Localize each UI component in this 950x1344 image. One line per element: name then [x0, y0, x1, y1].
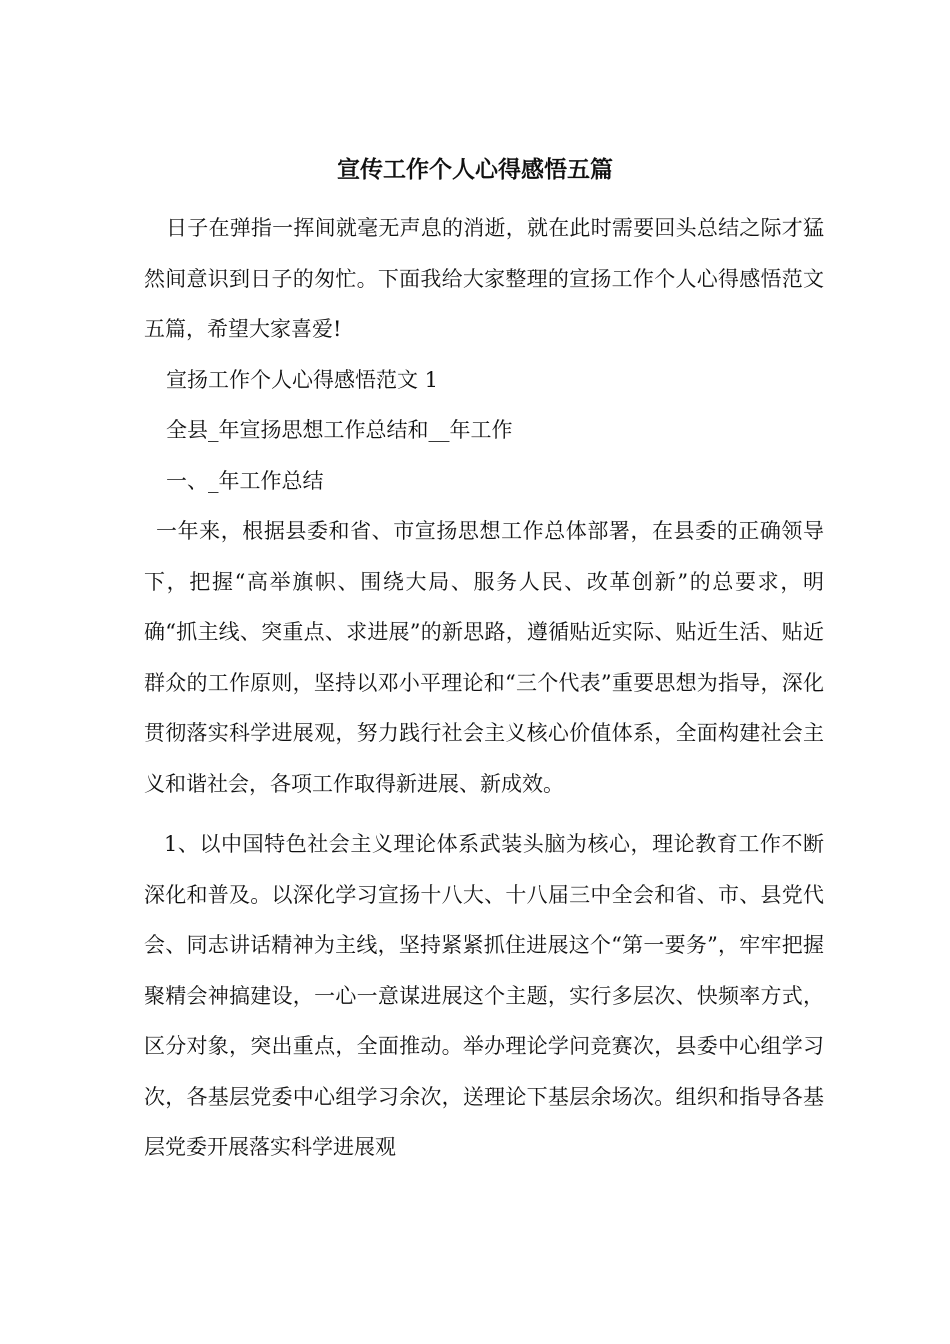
subtitle-paragraph: 全县_年宣扬思想工作总结和__年工作: [166, 418, 513, 442]
section-heading: 宣扬工作个人心得感悟范文 1: [166, 367, 439, 392]
summary-paragraph: 一年来，根据县委和省、市宣扬思想工作总体部署，在县委的正确领导下，把握“高举旗帜、围绕大局、服务人民、改革创新”的总要求，明确“抓主线、突重点、求进展”的新思路，遵循贴近实际、贴近生活、贴近群众的工作原则，坚持以邓小平理论和“三个代表”重要思想为指导，深化贯彻落实科学进展观，努力践行社会主义核心价值体系，全面构建社会主义和谐社会，各项工作取得新进展、新成效。: [144, 519, 824, 796]
part-heading: 一、_年工作总结: [166, 468, 324, 493]
document-body: [144, 203, 824, 1173]
item-one-paragraph: 1、以中国特色社会主义理论体系武装头脑为核心，理论教育工作不断深化和普及。以深化学习宣扬十八大、十八届三中全会和省、市、县党代会、同志讲话精神为主线，坚持紧紧抓住进展这个“第一要务”，牢牢把握聚精会神搞建设，一心一意谋进展这个主题，实行多层次、快频率方式，区分对象，突出重点，全面推动。举办理论学问竞赛次，县委中心组学习次，各基层党委中心组学习余次，送理论下基层余场次。组织和指导各基层党委开展落实科学进展观: [144, 832, 824, 1159]
intro-paragraph: 日子在弹指一挥间就毫无声息的消逝，就在此时需要回头总结之际才猛然间意识到日子的匆忙。下面我给大家整理的宣扬工作个人心得感悟范文五篇，希望大家喜爱!: [144, 216, 824, 341]
document-title: 宣传工作个人心得感悟五篇: [337, 156, 613, 183]
